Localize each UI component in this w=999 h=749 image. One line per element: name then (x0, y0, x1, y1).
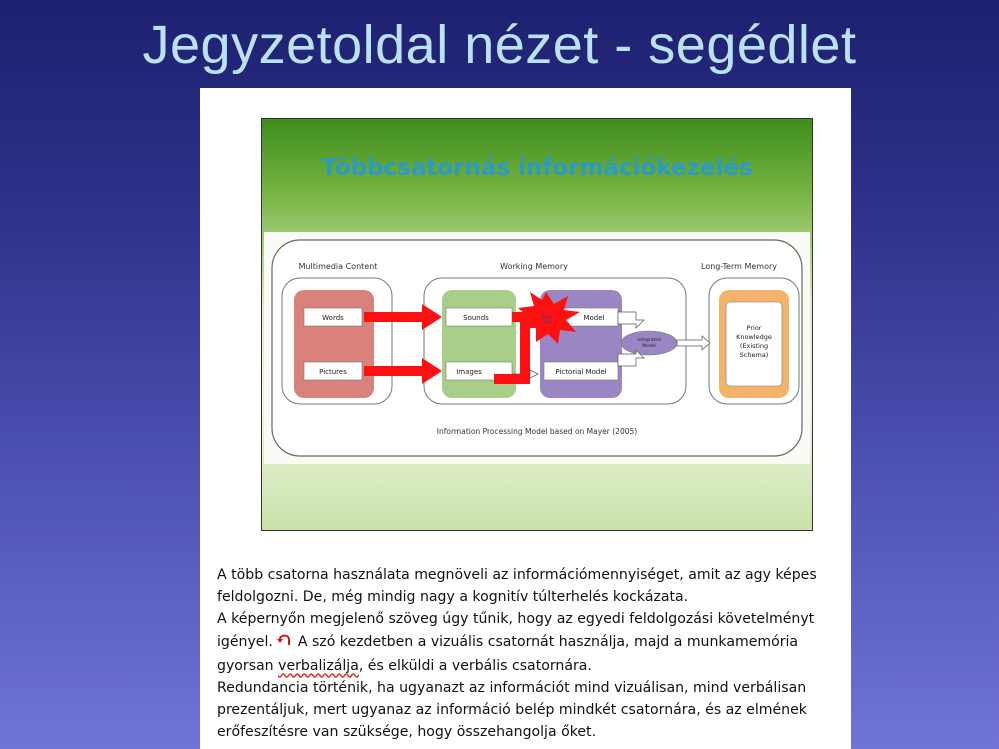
prior-knowledge-line3: (Existing (739, 342, 769, 350)
integrated-model-line1: Integrated (637, 338, 661, 343)
speaker-notes[interactable] (217, 564, 842, 744)
header-working-memory: Working Memory (500, 262, 568, 271)
notes-text-2c: , és elküldi a verbális csatornára. (358, 657, 592, 674)
box-sounds: Sounds (463, 314, 489, 322)
box-pictures: Pictures (319, 368, 347, 376)
diagram-caption: Information Processing Model based on Mayer (2005) (436, 427, 638, 436)
notes-text-2b: A szó kezdetben a vizuális csatornát használja, majd a munkamemória gyorsan (217, 633, 799, 674)
notes-word-verbalizalja: verbalizálja (278, 657, 359, 674)
box-pictorial-model: Pictorial Model (555, 368, 607, 376)
notes-page (200, 88, 851, 749)
prior-knowledge-line1: Prior (746, 324, 762, 332)
box-images: Images (456, 368, 482, 376)
box-verbal-model: Model (583, 314, 605, 322)
prior-knowledge-line4: Schema) (739, 351, 769, 359)
thumbnail-title: Többcsatornás információkezelés (321, 155, 753, 181)
box-words: Words (322, 314, 344, 322)
integrated-model-line2: Model (642, 344, 656, 349)
slide-title: Jegyzetoldal nézet - segédlet (142, 15, 857, 75)
header-long-term-memory: Long-Term Memory (701, 262, 777, 271)
burst-text-line2: túlt. (543, 321, 553, 326)
prior-knowledge-line2: Knowledge (736, 333, 772, 341)
burst-text-line1: Kogn. (541, 315, 555, 320)
notes-paragraph-2 (217, 608, 842, 677)
slide-thumbnail[interactable] (261, 118, 813, 531)
information-processing-diagram (264, 232, 810, 464)
notes-text-2a: A képernyőn megjelenő szöveg úgy tűnik, hogy az egyedi feldolgozási követelményt igényel. (217, 611, 815, 650)
notes-paragraph-1: A több csatorna használata megnöveli az információmennyiséget, amit az agy képes feldolgozni. De, még mindig nagy a kognitív túlterhelés kockázata. (217, 567, 817, 606)
undo-arrow-icon (277, 633, 293, 655)
notes-paragraph-3: Redundancia történik, ha ugyanazt az információt mind vizuálisan, mind verbálisan prezentáljuk, mert ugyanaz az információ belép mindkét csatornára, és az elmének erőfeszítésre van szüksége, hogy összehangolja őket. (217, 680, 807, 741)
header-multimedia-content: Multimedia Content (298, 262, 378, 271)
